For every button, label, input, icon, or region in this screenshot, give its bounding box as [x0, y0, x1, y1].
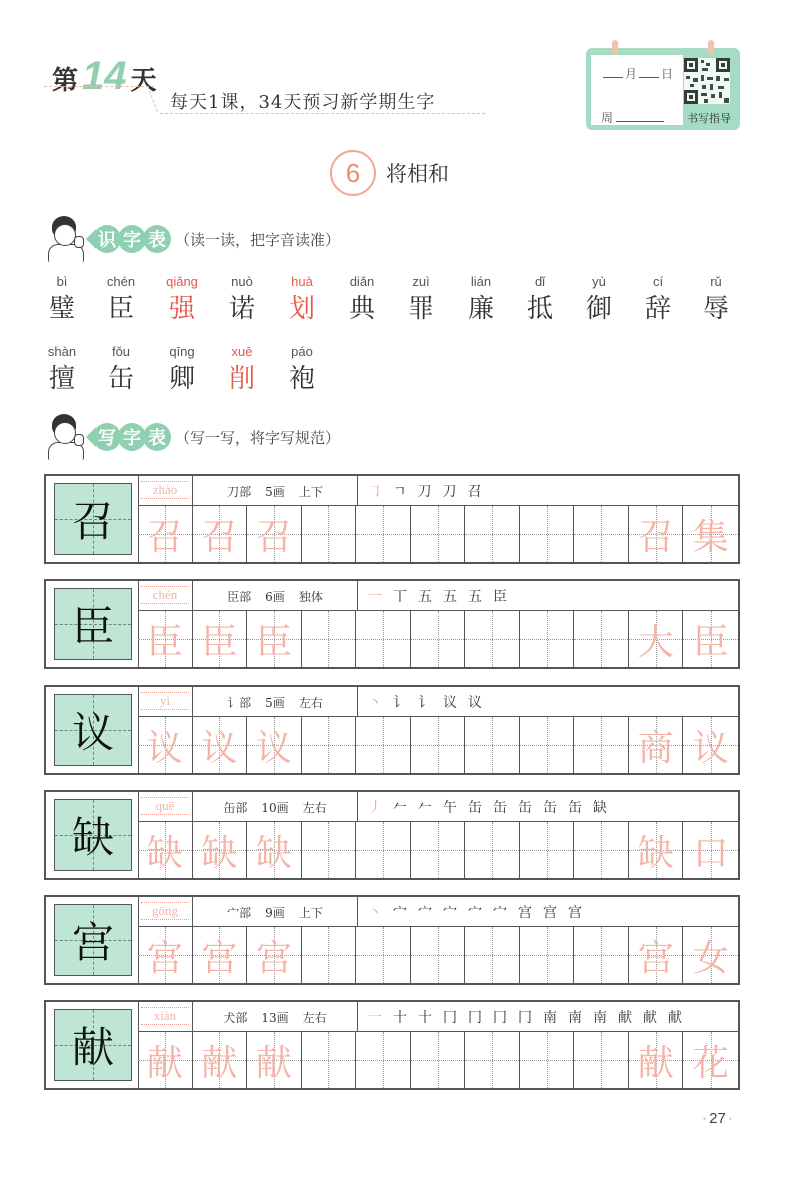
boy-reading-icon — [44, 214, 88, 264]
reading-instruction: （读一读，把字音读准） — [175, 230, 341, 249]
stroke-step: 缺 — [593, 800, 607, 816]
writing-cell[interactable] — [138, 611, 193, 667]
radical: 讠部 — [227, 695, 252, 710]
writing-cell[interactable] — [574, 1032, 629, 1088]
writing-cell[interactable] — [411, 611, 466, 667]
stroke-count: 6画 — [265, 589, 285, 604]
trace-character: 缺 — [637, 832, 674, 874]
trace-character: 口 — [692, 832, 729, 874]
stroke-step: 𠂉 — [393, 800, 407, 816]
writing-cell[interactable] — [356, 822, 411, 878]
writing-cell[interactable] — [629, 927, 684, 983]
model-character-box — [54, 1009, 132, 1081]
stroke-step: 宫 — [543, 905, 557, 921]
binder-ring-icon — [708, 40, 714, 54]
stroke-step: 十 — [393, 1010, 407, 1026]
stroke-count: 9画 — [265, 905, 285, 920]
lesson-number: 6 — [330, 150, 376, 196]
writing-cell[interactable] — [574, 611, 629, 667]
read-item: zuì 罪 — [407, 274, 434, 324]
stroke-step: 宀 — [493, 905, 507, 921]
stroke-step: 宫 — [568, 905, 582, 921]
writing-cell[interactable] — [138, 717, 193, 773]
stroke-step: 一 — [368, 589, 382, 605]
trace-character: 议 — [255, 727, 292, 769]
pinyin-cell — [138, 792, 193, 822]
read-item: fǒu 缶 — [107, 344, 134, 394]
stroke-step: 冂 — [468, 1010, 482, 1026]
character-info — [193, 792, 358, 822]
writing-cell[interactable] — [574, 822, 629, 878]
pinyin-cell — [138, 897, 193, 927]
day-title — [52, 54, 157, 99]
writing-cell[interactable] — [465, 927, 520, 983]
writing-cell[interactable] — [302, 927, 357, 983]
stroke-step: ㄱ — [393, 484, 407, 500]
writing-cell[interactable] — [138, 822, 193, 878]
stroke-step: 缶 — [493, 800, 507, 816]
motto: 每天1课，34天预习新学期生字 — [170, 92, 436, 113]
writing-cell[interactable] — [193, 927, 248, 983]
read-item: nuò 诺 — [228, 274, 255, 324]
reading-section-header — [44, 214, 340, 264]
read-item: páo 袍 — [288, 344, 315, 394]
page-number: • 27 • — [700, 1110, 735, 1127]
writing-cell[interactable] — [683, 927, 738, 983]
read-item: dǐ 抵 — [526, 274, 553, 324]
trace-character: 商 — [637, 727, 674, 769]
model-character: 召 — [71, 497, 114, 546]
model-character: 缺 — [71, 813, 114, 862]
structure: 左右 — [298, 695, 323, 710]
stroke-step: 缶 — [468, 800, 482, 816]
practice-grid — [138, 717, 738, 773]
trace-character: 宫 — [255, 937, 292, 979]
writing-cell[interactable] — [302, 611, 357, 667]
stroke-order — [368, 897, 582, 927]
read-item: rǔ 辱 — [702, 274, 729, 324]
writing-cell[interactable] — [193, 506, 248, 562]
stroke-step: 丶 — [368, 905, 382, 921]
trace-character: 花 — [692, 1042, 729, 1084]
stroke-step: 议 — [468, 695, 482, 711]
week-field[interactable] — [601, 109, 664, 126]
trace-character: 召 — [255, 516, 292, 558]
stroke-step: 宀 — [443, 905, 457, 921]
model-character: 宫 — [71, 918, 114, 967]
stroke-step: 献 — [618, 1010, 632, 1026]
structure: 左右 — [302, 1010, 327, 1025]
model-character: 献 — [71, 1023, 114, 1072]
writing-cell[interactable] — [520, 611, 575, 667]
stroke-step: 一 — [368, 1010, 382, 1026]
read-item: yù 御 — [585, 274, 612, 324]
radical: 缶部 — [223, 800, 248, 815]
stroke-step: 刀 — [417, 484, 432, 500]
writing-cell[interactable] — [465, 1032, 520, 1088]
writing-cell[interactable] — [302, 822, 357, 878]
week-label: 周 — [601, 111, 614, 125]
writing-cell[interactable] — [520, 822, 575, 878]
stroke-step: 冂 — [443, 1010, 457, 1026]
stroke-step: 议 — [443, 695, 457, 711]
writing-cell[interactable] — [629, 822, 684, 878]
binder-ring-icon — [612, 40, 618, 54]
read-item: huà 划 — [288, 274, 315, 324]
pinyin-trace[interactable]: quē — [141, 797, 189, 815]
writing-cell[interactable] — [138, 927, 193, 983]
date-fields — [591, 55, 683, 125]
pinyin-trace[interactable]: chén — [141, 586, 189, 604]
writing-cell[interactable] — [411, 717, 466, 773]
trace-character: 议 — [146, 727, 183, 769]
stroke-step: 缶 — [518, 800, 532, 816]
stroke-count: 13画 — [261, 1010, 289, 1025]
stroke-step: 冂 — [518, 1010, 532, 1026]
trace-character: 臣 — [692, 621, 729, 663]
trace-character: 臣 — [255, 621, 292, 663]
model-character-box — [54, 904, 132, 976]
stroke-count: 5画 — [265, 695, 285, 710]
writing-cell[interactable] — [138, 1032, 193, 1088]
stroke-step: 南 — [568, 1010, 582, 1026]
trace-character: 女 — [692, 937, 729, 979]
stroke-step: 丿 — [368, 800, 382, 816]
radical: 宀部 — [227, 905, 252, 920]
practice-row — [44, 685, 740, 775]
writing-cell[interactable] — [683, 1032, 738, 1088]
writing-cell[interactable] — [302, 1032, 357, 1088]
writing-section-header — [44, 412, 340, 462]
read-item: shàn 擅 — [47, 344, 77, 394]
pinyin-cell — [138, 1002, 193, 1032]
pinyin-trace[interactable]: zhào — [141, 481, 189, 499]
stroke-order — [368, 687, 482, 717]
character-info — [193, 687, 358, 717]
writing-cell[interactable] — [629, 717, 684, 773]
writing-cell[interactable] — [574, 506, 629, 562]
read-item: lián 廉 — [467, 274, 494, 324]
character-info — [193, 476, 358, 506]
trace-character: 臣 — [146, 621, 183, 663]
stroke-step: 南 — [543, 1010, 557, 1026]
pinyin-trace[interactable]: gōng — [141, 902, 189, 920]
read-item: diǎn 典 — [348, 274, 375, 324]
stroke-order — [368, 1002, 682, 1032]
read-item: chén 臣 — [106, 274, 136, 324]
practice-grid — [138, 506, 738, 562]
trace-character: 缺 — [255, 832, 292, 874]
stroke-step: 刀 — [442, 484, 457, 500]
trace-character: 议 — [692, 727, 729, 769]
pinyin-cell — [138, 687, 193, 717]
writing-cell[interactable] — [465, 717, 520, 773]
trace-character: 召 — [201, 516, 238, 558]
writing-cell[interactable] — [629, 611, 684, 667]
character-info-bar — [138, 476, 738, 506]
writing-cell[interactable] — [193, 717, 248, 773]
stroke-order — [368, 476, 482, 506]
practice-row — [44, 579, 740, 669]
trace-character: 献 — [201, 1042, 238, 1084]
stroke-step: 冂 — [493, 1010, 507, 1026]
stroke-count: 10画 — [261, 800, 289, 815]
model-character-box — [54, 694, 132, 766]
radical: 臣部 — [227, 589, 252, 604]
writing-cell[interactable] — [193, 611, 248, 667]
pinyin-trace[interactable]: yì — [141, 692, 189, 710]
trace-character: 献 — [255, 1042, 292, 1084]
writing-cell[interactable] — [411, 822, 466, 878]
trace-character: 献 — [146, 1042, 183, 1084]
day-label: 日 — [661, 67, 674, 81]
writing-cell[interactable] — [411, 927, 466, 983]
writing-cell[interactable] — [574, 927, 629, 983]
writing-cell[interactable] — [683, 611, 738, 667]
writing-cell[interactable] — [520, 506, 575, 562]
practice-row — [44, 790, 740, 880]
character-info — [193, 897, 358, 927]
character-info-bar — [138, 792, 738, 822]
writing-cell[interactable] — [247, 717, 302, 773]
writing-cell[interactable] — [465, 822, 520, 878]
stroke-step: 南 — [593, 1010, 607, 1026]
character-info-bar — [138, 687, 738, 717]
writing-cell[interactable] — [247, 611, 302, 667]
trace-character: 集 — [692, 516, 729, 558]
character-info-bar — [138, 581, 738, 611]
writing-cell[interactable] — [356, 717, 411, 773]
badge-char: 字 — [118, 225, 146, 253]
stroke-step: 𠂉 — [418, 800, 432, 816]
writing-cell[interactable] — [193, 1032, 248, 1088]
stroke-step: 宀 — [418, 905, 432, 921]
writing-cell[interactable] — [520, 717, 575, 773]
practice-grid — [138, 611, 738, 667]
lesson-heading — [330, 150, 449, 196]
trace-character: 召 — [637, 516, 674, 558]
character-info — [193, 1002, 358, 1032]
writing-cell[interactable] — [520, 927, 575, 983]
stroke-step: 五 — [443, 589, 457, 605]
writing-instruction: （写一写，将字写规范） — [175, 428, 341, 447]
pinyin-cell — [138, 476, 193, 506]
character-info — [193, 581, 358, 611]
badge-char: 表 — [143, 423, 171, 451]
badge-char: 表 — [143, 225, 171, 253]
writing-cell[interactable] — [247, 1032, 302, 1088]
writing-cell[interactable] — [193, 822, 248, 878]
badge-char: 识 — [93, 225, 121, 253]
trace-character: 宫 — [146, 937, 183, 979]
practice-grid — [138, 822, 738, 878]
radical: 刀部 — [227, 484, 252, 499]
writing-cell[interactable] — [356, 1032, 411, 1088]
read-item: cí 辞 — [644, 274, 671, 324]
writing-cell[interactable] — [574, 717, 629, 773]
writing-cell[interactable] — [356, 927, 411, 983]
writing-cell[interactable] — [302, 717, 357, 773]
stroke-order — [368, 792, 607, 822]
stroke-step: 十 — [418, 1010, 432, 1026]
writing-guide-label[interactable]: 书写指导 — [687, 112, 731, 125]
stroke-step: 五 — [468, 589, 482, 605]
qr-code-icon[interactable] — [684, 58, 730, 104]
pinyin-cell — [138, 581, 193, 611]
practice-row — [44, 895, 740, 985]
practice-row — [44, 474, 740, 564]
writing-cell[interactable] — [520, 1032, 575, 1088]
stroke-step: 午 — [443, 800, 457, 816]
stroke-order — [368, 581, 507, 611]
read-item: qīng 卿 — [168, 344, 195, 394]
practice-grid — [138, 927, 738, 983]
stroke-step: 丅 — [393, 589, 407, 605]
structure: 上下 — [298, 484, 323, 499]
badge-char: 写 — [93, 423, 121, 451]
trace-character: 宫 — [637, 937, 674, 979]
boy-reading-icon — [44, 412, 88, 462]
stroke-step: 召 — [467, 484, 482, 500]
read-item: xuē 削 — [228, 344, 255, 394]
writing-cell[interactable] — [302, 506, 357, 562]
month-day-field[interactable] — [601, 65, 673, 82]
writing-cell[interactable] — [356, 611, 411, 667]
day-number: 14 — [82, 54, 127, 98]
trace-character: 宫 — [201, 937, 238, 979]
stroke-step: 缶 — [543, 800, 557, 816]
pinyin-trace[interactable]: xiàn — [141, 1007, 189, 1025]
practice-row — [44, 1000, 740, 1090]
structure: 上下 — [298, 905, 323, 920]
writing-cell[interactable] — [683, 506, 738, 562]
day-prefix: 第 — [52, 66, 79, 96]
header-divider — [44, 86, 154, 87]
stroke-step: 宀 — [468, 905, 482, 921]
lesson-title: 将相和 — [386, 162, 449, 186]
structure: 左右 — [302, 800, 327, 815]
trace-character: 献 — [637, 1042, 674, 1084]
read-item: qiǎng 强 — [166, 274, 198, 324]
stroke-step: 宀 — [393, 905, 407, 921]
structure: 独体 — [298, 589, 323, 604]
stroke-step: 丶 — [368, 695, 382, 711]
date-card — [586, 48, 740, 130]
read-item: bì 璧 — [48, 274, 75, 324]
stroke-step: 缶 — [568, 800, 582, 816]
writing-cell[interactable] — [138, 506, 193, 562]
stroke-step: 讠 — [393, 695, 407, 711]
writing-cell[interactable] — [465, 506, 520, 562]
writing-cell[interactable] — [629, 1032, 684, 1088]
writing-cell[interactable] — [465, 611, 520, 667]
character-info-bar — [138, 897, 738, 927]
stroke-step: 臣 — [493, 589, 507, 605]
model-character-box — [54, 483, 132, 555]
writing-cell[interactable] — [247, 927, 302, 983]
character-info-bar — [138, 1002, 738, 1032]
trace-character: 缺 — [201, 832, 238, 874]
month-label: 月 — [625, 67, 638, 81]
writing-cell[interactable] — [683, 717, 738, 773]
model-character: 臣 — [71, 602, 114, 651]
model-character: 议 — [71, 708, 114, 757]
stroke-count: 5画 — [265, 484, 285, 499]
practice-grid — [138, 1032, 738, 1088]
stroke-step: 宫 — [518, 905, 532, 921]
writing-cell[interactable] — [629, 506, 684, 562]
trace-character: 召 — [146, 516, 183, 558]
trace-character: 议 — [201, 727, 238, 769]
stroke-step: 献 — [643, 1010, 657, 1026]
writing-cell[interactable] — [411, 506, 466, 562]
badge-char: 字 — [118, 423, 146, 451]
model-character-box — [54, 588, 132, 660]
stroke-step: 献 — [668, 1010, 682, 1026]
trace-character: 臣 — [201, 621, 238, 663]
day-suffix: 天 — [130, 66, 157, 96]
stroke-step: ㇆ — [368, 484, 382, 500]
writing-cell[interactable] — [683, 822, 738, 878]
writing-cell[interactable] — [247, 822, 302, 878]
radical: 犬部 — [223, 1010, 248, 1025]
model-character-box — [54, 799, 132, 871]
stroke-step: 五 — [418, 589, 432, 605]
writing-cell[interactable] — [247, 506, 302, 562]
writing-cell[interactable] — [411, 1032, 466, 1088]
stroke-step: 讠 — [418, 695, 432, 711]
writing-cell[interactable] — [356, 506, 411, 562]
trace-character: 缺 — [146, 832, 183, 874]
trace-character: 大 — [637, 621, 674, 663]
